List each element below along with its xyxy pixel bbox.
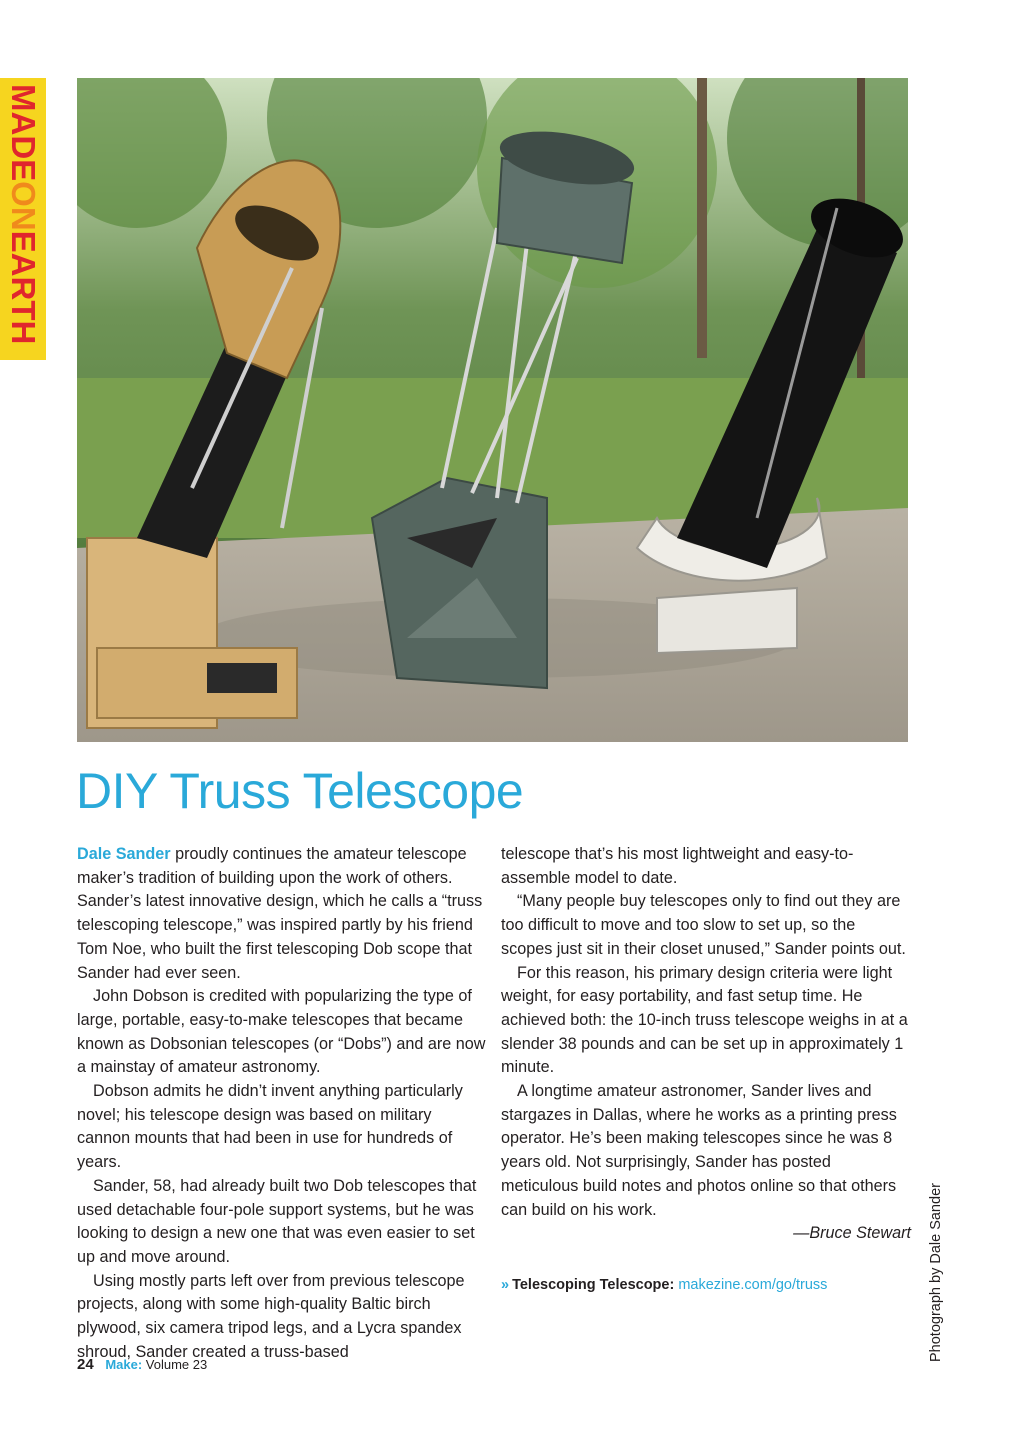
section-label	[4, 84, 42, 344]
magazine-volume: Volume 23	[145, 1357, 208, 1372]
telescopes-illustration	[77, 78, 908, 742]
paragraph: Using mostly parts left over from previous telescope projects, along with some high-quality Baltic birch plywood, six camera tripod legs, and a Lycra spandex shroud, Sander created a truss-based	[77, 1271, 465, 1361]
paragraph-text: proudly continues the amateur telescope maker’s tradition of building upon the work of others. Sander’s latest innovative design, which he calls a “truss telescoping telescope,” was inspired partly by his friend Tom Noe, who built the first telescoping Dob scope that Sander had ever seen.	[77, 845, 483, 982]
section-label-earth: EARTH	[5, 230, 42, 345]
resource-link-url[interactable]: makezine.com/go/truss	[678, 1276, 828, 1293]
article-byline: —Bruce Stewart	[793, 1224, 911, 1243]
paragraph: Sander, 58, had already built two Dob telescopes that used detachable four-pole support systems, but he was looking to design a new one that was even easier to set up and move around.	[77, 1176, 477, 1266]
page-number: 24	[77, 1356, 94, 1373]
paragraph: A longtime amateur astronomer, Sander lives and stargazes in Dallas, where he works as a printing press operator. He’s been making telescopes since he was 8 years old. Not surprisingly, Sander has posted meticulous build notes and photos online so that others can build on his work.	[501, 1082, 897, 1219]
double-chevron-icon: »	[501, 1276, 510, 1293]
section-label-on: ON	[5, 181, 42, 231]
resource-link-label: Telescoping Telescope:	[512, 1276, 675, 1293]
section-tab	[0, 78, 46, 360]
paragraph: telescope that’s his most lightweight and easy-to-assemble model to date.	[501, 845, 854, 887]
magazine-name: Make:	[105, 1357, 143, 1372]
paragraph: John Dobson is credited with popularizing the type of large, portable, easy-to-make telescopes that became known as Dobsonian telescopes (or “Dobs”) and are now a mainstay of amateur astronomy.	[77, 987, 486, 1077]
paragraph: “Many people buy telescopes only to find out they are too difficult to move and too slow to set up, so the scopes just sit in their closet unused,” Sander points out.	[501, 892, 906, 958]
telescopes-photo	[77, 78, 908, 742]
article-headline: DIY Truss Telescope	[76, 763, 524, 819]
paragraph: Dobson admits he didn’t invent anything particularly novel; his telescope design was based on military cannon mounts that had been in use for hundreds of years.	[77, 1082, 463, 1172]
article-column-right	[501, 843, 911, 1298]
paragraph: For this reason, his primary design criteria were light weight, for easy portability, and fast setup time. He achieved both: the 10-inch truss telescope weighs in at a slender 38 pounds and can be set up in approximately 1 minute.	[501, 963, 908, 1077]
article-column-left	[77, 843, 489, 1364]
page-footer	[77, 1356, 207, 1373]
section-label-made: MADE	[5, 84, 42, 182]
paragraph	[77, 843, 489, 985]
resource-link	[501, 1274, 911, 1298]
photo-credit: Photograph by Dale Sander	[928, 1183, 944, 1362]
author-name: Dale Sander	[77, 845, 171, 863]
